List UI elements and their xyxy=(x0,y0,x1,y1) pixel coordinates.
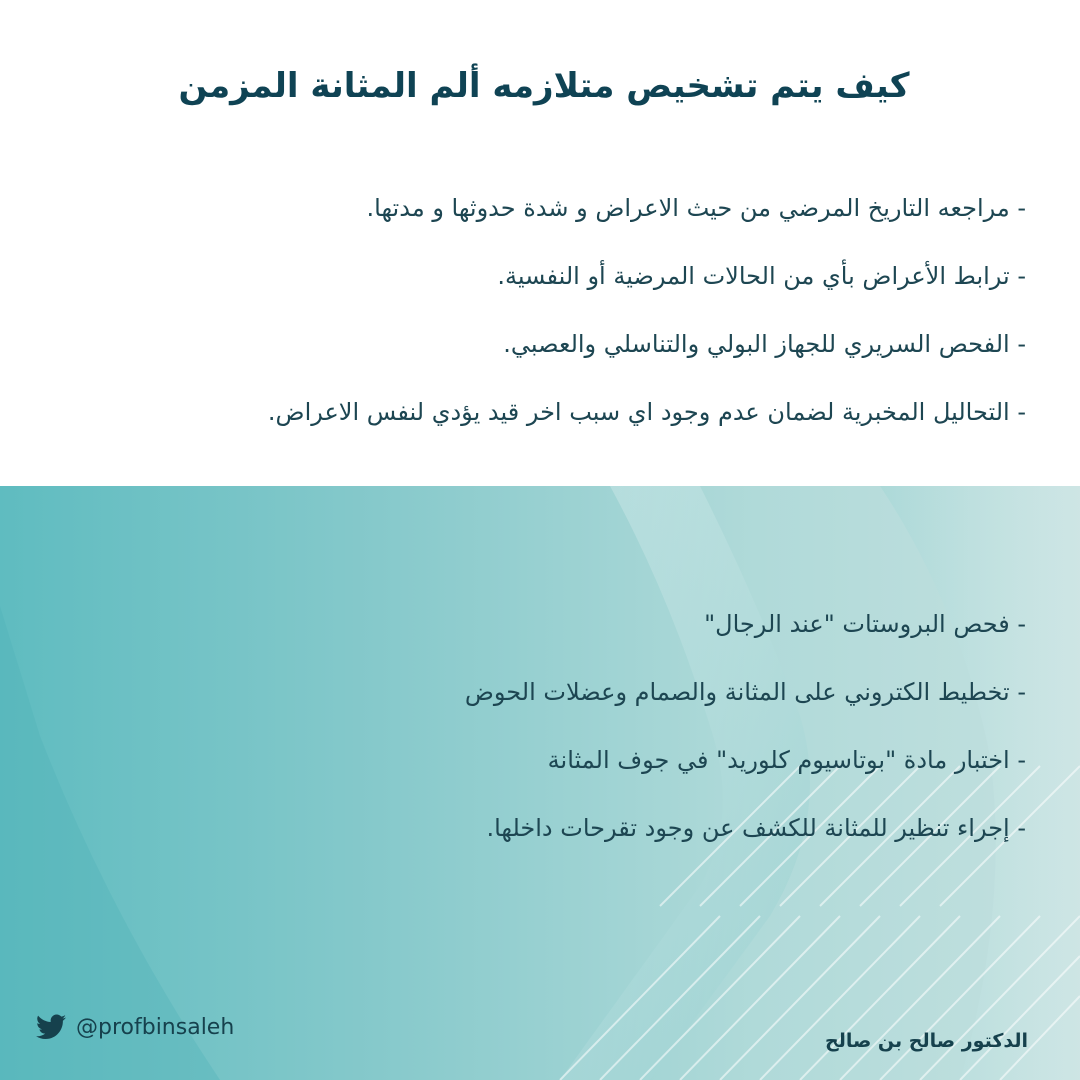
list-item: - ترابط الأعراض بأي من الحالات المرضية أو النفسية. xyxy=(497,262,1026,290)
list-item: - إجراء تنظير للمثانة للكشف عن وجود تقرحات داخلها. xyxy=(486,814,1026,842)
author-signature: الدكتور صالح بن صالح xyxy=(825,1030,1028,1052)
list-item: - التحاليل المخبرية لضمان عدم وجود اي سبب اخر قيد يؤدي لنفس الاعراض. xyxy=(267,398,1026,426)
diagnosis-list-bottom xyxy=(40,602,1026,874)
list-item: - تخطيط الكتروني على المثانة والصمام وعضلات الحوض xyxy=(464,678,1026,706)
list-item: - فحص البروستات "عند الرجال" xyxy=(704,610,1026,638)
page-title: كيف يتم تشخيص متلازمه ألم المثانة المزمن xyxy=(178,66,910,106)
diagnosis-list-top xyxy=(40,186,1026,458)
twitter-bird-icon xyxy=(36,1014,66,1040)
list-item: - مراجعه التاريخ المرضي من حيث الاعراض و شدة حدوثها و مدتها. xyxy=(366,194,1026,222)
list-item: - الفحص السريري للجهاز البولي والتناسلي والعصبي. xyxy=(503,330,1026,358)
twitter-link[interactable] xyxy=(36,1010,234,1044)
twitter-handle: @profbinsaleh xyxy=(76,1014,235,1040)
list-item: - اختبار مادة "بوتاسيوم كلوريد" في جوف المثانة xyxy=(547,746,1026,774)
